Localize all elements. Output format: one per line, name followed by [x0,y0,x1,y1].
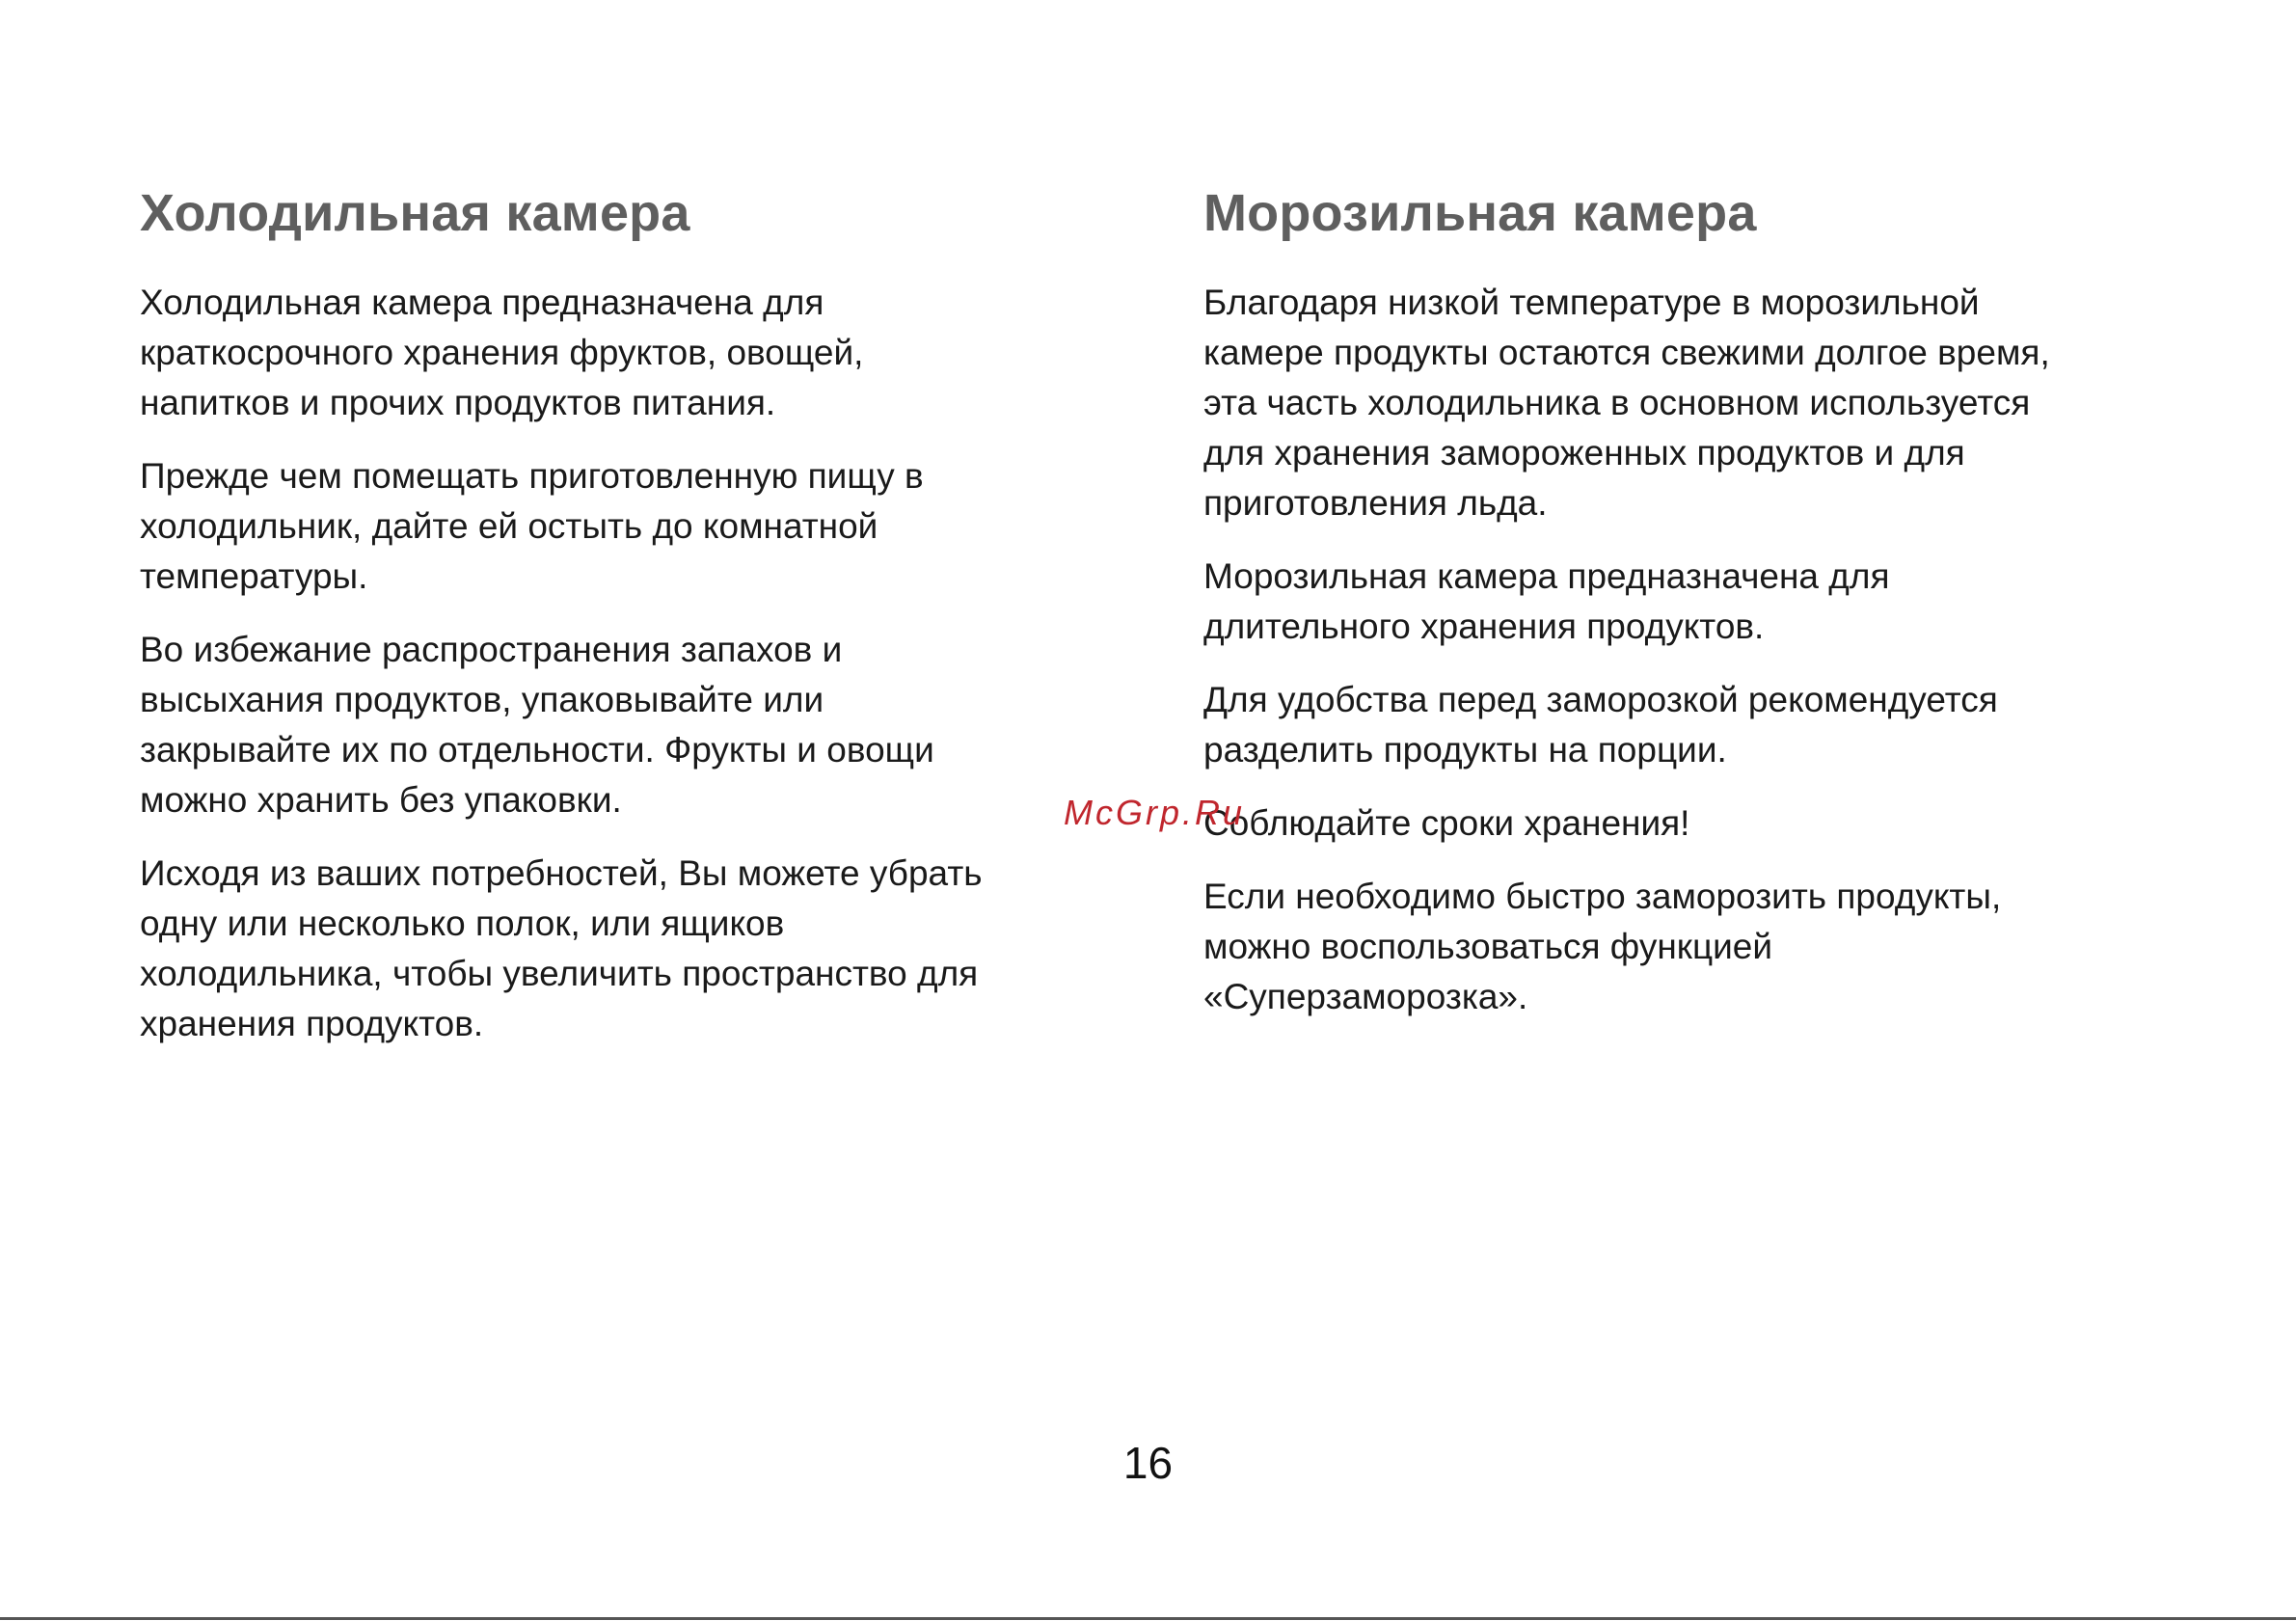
freezer-paragraph-1: Благодаря низкой температуре в морозильной камере продукты остаются свежими долгое время, эта часть холодильника в основном используется для хранения замороженных продуктов и для приготовления льда. [1203,283,2050,524]
freezer-paragraph-4: Соблюдайте сроки хранения! [1203,803,1690,844]
fridge-paragraph-4: Исходя из ваших потребностей, Вы можете убрать одну или несколько полок, или ящиков холодильника, чтобы увеличить пространство для хранения продуктов. [140,853,983,1044]
freezer-section [1203,183,2168,1045]
fridge-section [140,183,1066,1072]
freezer-paragraph-3: Для удобства перед заморозкой рекомендуется разделить продукты на порции. [1203,680,1998,770]
page-number: 16 [1122,1438,1174,1488]
fridge-heading: Холодильная камера [140,184,690,242]
fridge-paragraph-1: Холодильная камера предназначена для краткосрочного хранения фруктов, овощей, напитков и прочих продуктов питания. [140,283,864,423]
fridge-paragraph-3: Во избежание распространения запахов и высыхания продуктов, упаковывайте или закрывайте их по отдельности. Фрукты и овощи можно хранить без упаковки. [140,630,934,821]
bottom-divider [0,1617,2296,1620]
fridge-paragraph-2: Прежде чем помещать приготовленную пищу в холодильник, дайте ей остыть до комнатной температуры. [140,456,924,597]
freezer-heading: Морозильная камера [1203,184,1757,242]
freezer-paragraph-2: Морозильная камера предназначена для длительного хранения продуктов. [1203,556,1890,647]
site-watermark: McGrp.Ru [1064,793,1246,832]
freezer-paragraph-5: Если необходимо быстро заморозить продукты, можно воспользоваться функцией «Суперзаморозка». [1203,877,2002,1017]
